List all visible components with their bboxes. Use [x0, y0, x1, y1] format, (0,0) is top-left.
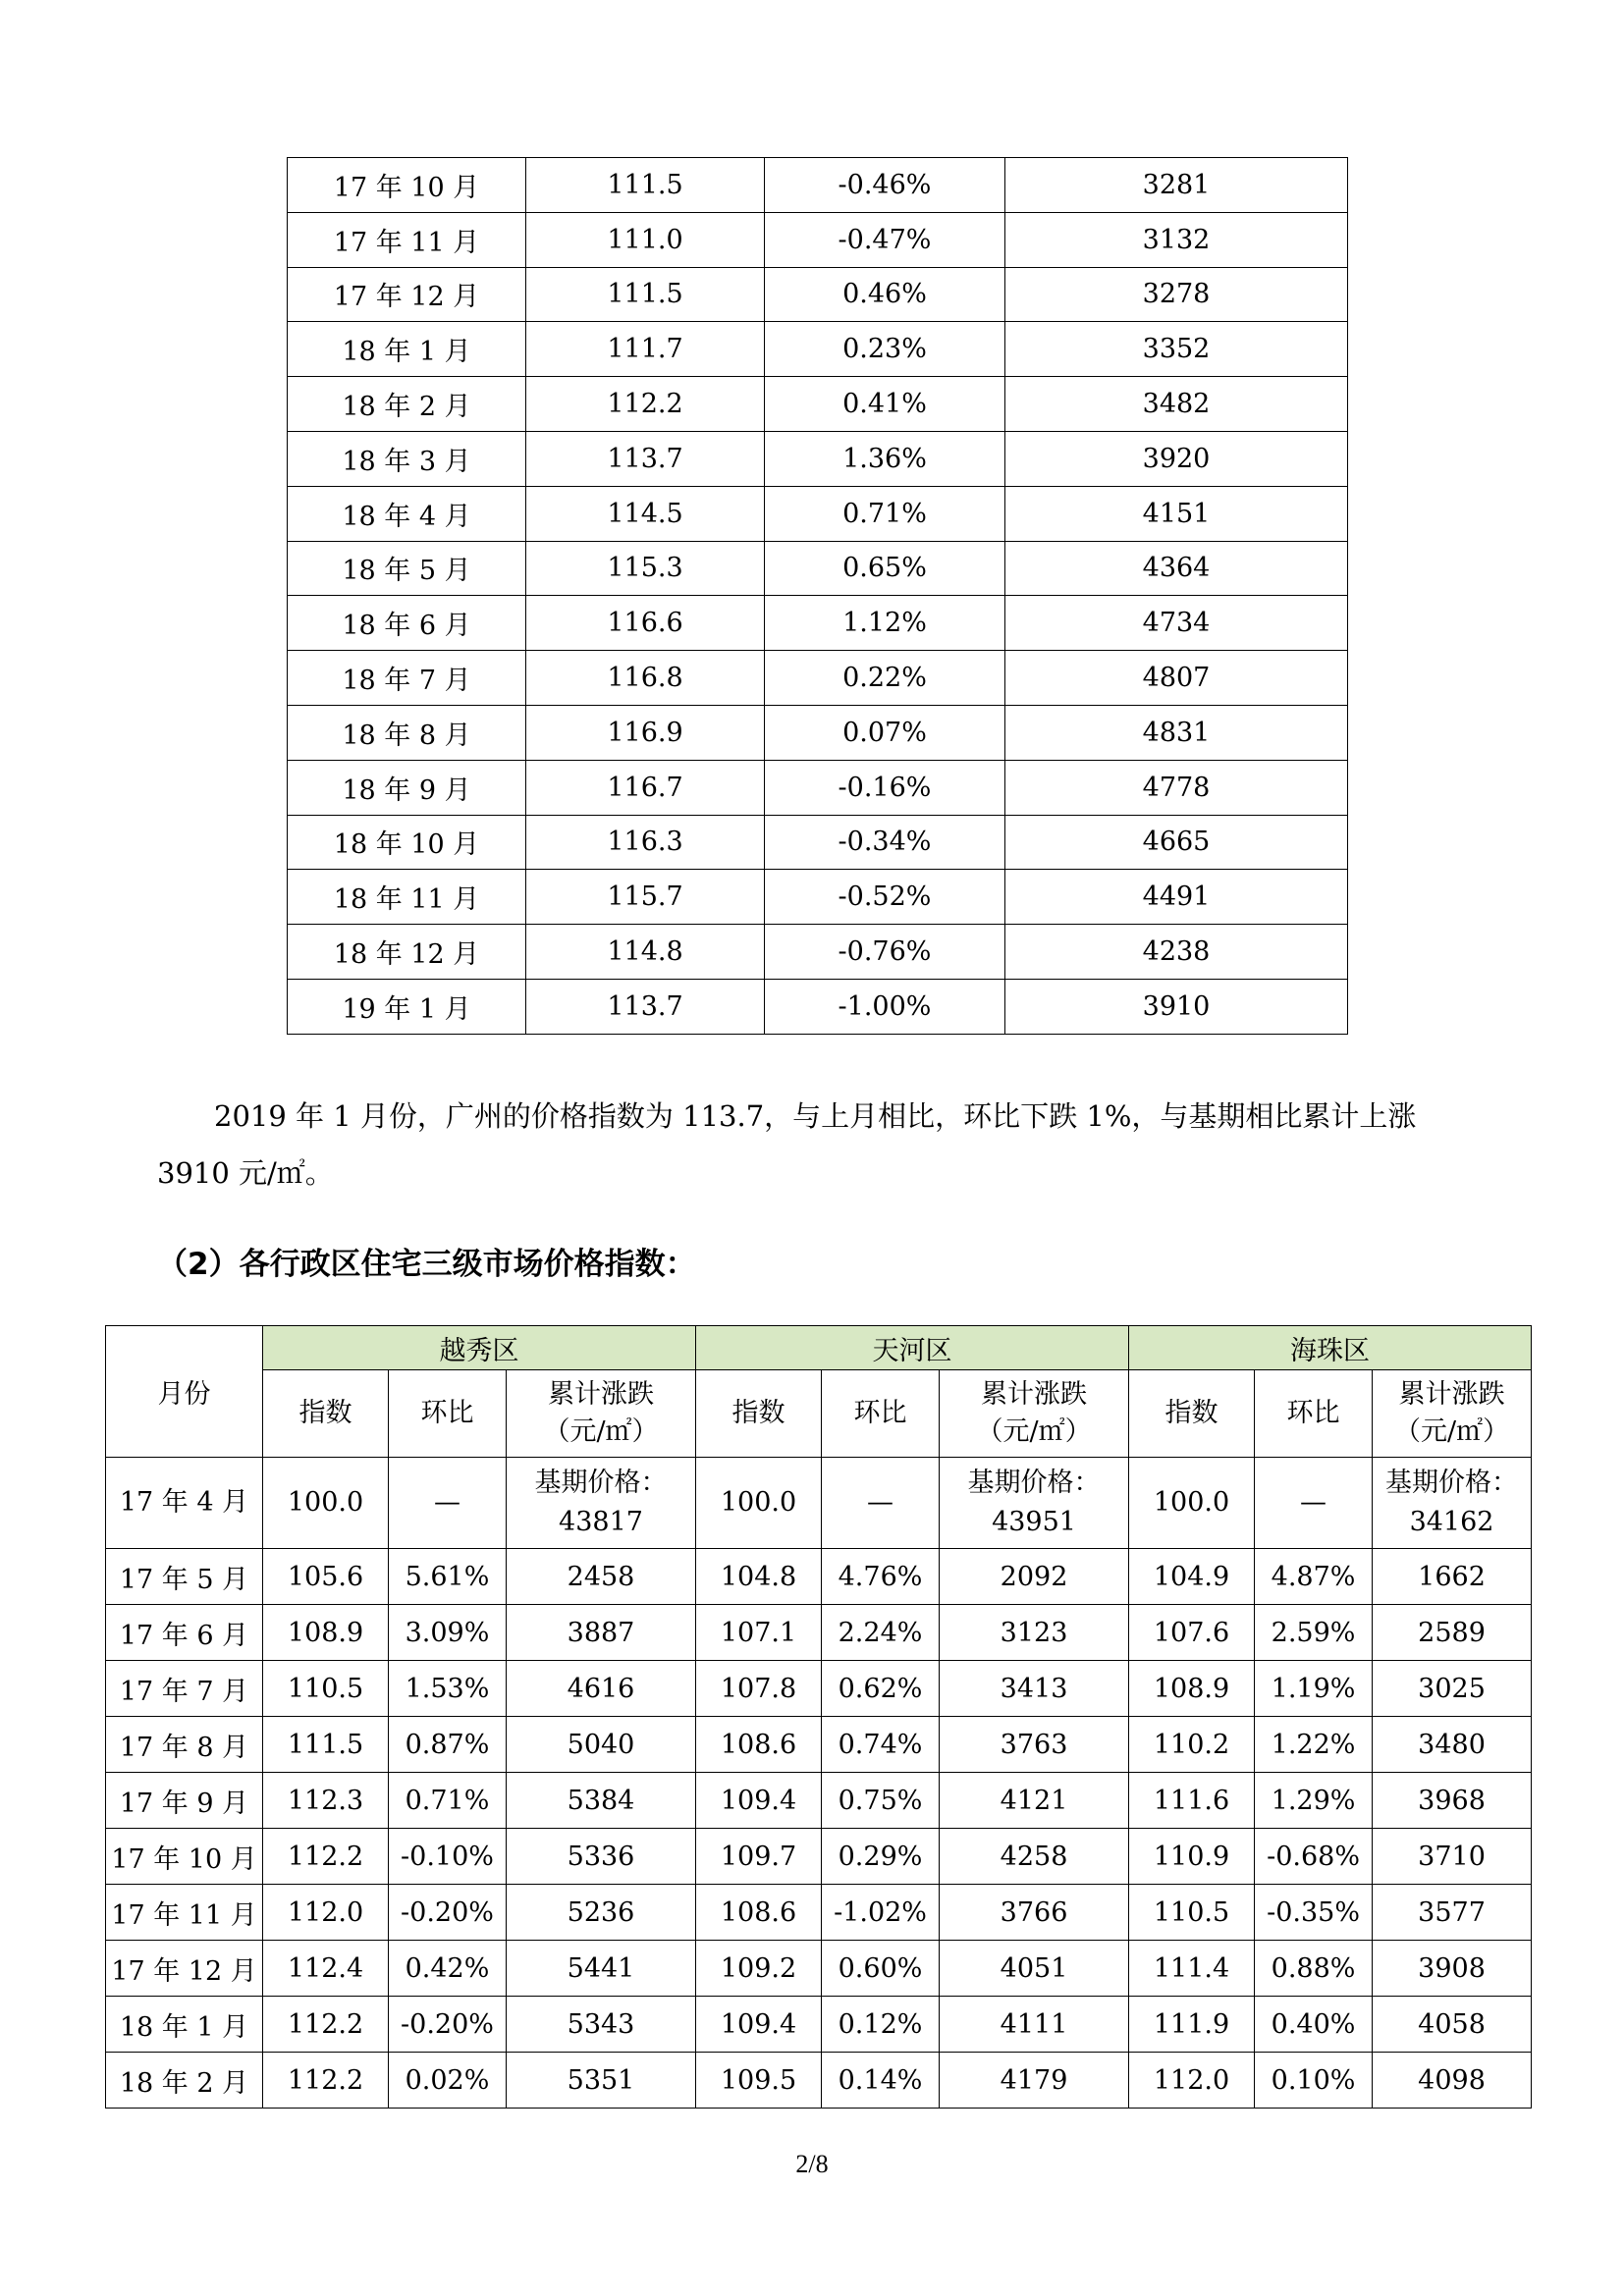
mom-change-cell: 0.71% [389, 1773, 507, 1829]
index-cell: 112.2 [263, 1997, 389, 2053]
table-row [288, 815, 1348, 870]
mom-change-cell: 0.02% [389, 2053, 507, 2109]
index-cell: 111.5 [526, 158, 765, 213]
table-row [106, 1661, 1532, 1717]
base-price-label: 基期价格： [534, 1468, 668, 1498]
index-cell: 110.5 [263, 1661, 389, 1717]
month-cell: 18 年 2 月 [106, 2053, 263, 2109]
index-cell: 116.6 [526, 596, 765, 651]
index-cell: 113.7 [526, 979, 765, 1034]
cumulative-change-cell: 3766 [940, 1885, 1129, 1941]
index-cell: 116.8 [526, 651, 765, 706]
mom-change-cell: 4.76% [822, 1549, 940, 1605]
index-cell: 116.9 [526, 705, 765, 760]
index-cell: 111.5 [263, 1717, 389, 1773]
cumulative-change-cell: 2589 [1373, 1605, 1532, 1661]
index-cell: 112.0 [263, 1885, 389, 1941]
cumulative-change-cell: 4491 [1005, 870, 1348, 925]
mom-change-cell: 0.46% [765, 267, 1005, 322]
cumulative-change-cell: 4179 [940, 2053, 1129, 2109]
table-row [288, 486, 1348, 541]
table-row [288, 322, 1348, 377]
mom-change-cell: -0.46% [765, 158, 1005, 213]
base-price-label: 基期价格： [1385, 1468, 1519, 1498]
mom-change-cell: -1.02% [822, 1885, 940, 1941]
base-mom: — [389, 1458, 507, 1549]
cumulative-change-cell: 4098 [1373, 2053, 1532, 2109]
mom-change-cell: 0.41% [765, 377, 1005, 432]
sub-header-row [106, 1370, 1532, 1458]
price-index-table-body [288, 158, 1348, 1035]
cumulative-line1: 累计涨跌 [548, 1379, 654, 1410]
base-mom: — [822, 1458, 940, 1549]
cumulative-change-cell: 3025 [1373, 1661, 1532, 1717]
index-cell: 109.2 [696, 1941, 822, 1997]
cumulative-change-cell: 3763 [940, 1717, 1129, 1773]
index-cell: 111.5 [526, 267, 765, 322]
index-cell: 110.9 [1129, 1829, 1255, 1885]
cumulative-line1: 累计涨跌 [1398, 1379, 1505, 1410]
table-row [106, 1885, 1532, 1941]
month-cell: 19 年 1 月 [288, 979, 526, 1034]
cumulative-change-cell: 4258 [940, 1829, 1129, 1885]
month-cell: 18 年 5 月 [288, 541, 526, 596]
month-cell: 18 年 6 月 [288, 596, 526, 651]
cumulative-change-cell: 3123 [940, 1605, 1129, 1661]
mom-change-cell: -0.10% [389, 1829, 507, 1885]
month-cell: 18 年 2 月 [288, 377, 526, 432]
mom-change-cell: 0.07% [765, 705, 1005, 760]
cumulative-change-cell: 4831 [1005, 705, 1348, 760]
cumulative-change-cell: 4238 [1005, 925, 1348, 980]
table-row [288, 705, 1348, 760]
cumulative-change-cell: 4734 [1005, 596, 1348, 651]
district-tianhe: 天河区 [696, 1326, 1129, 1370]
sub-header-mom: 环比 [1255, 1370, 1373, 1458]
cumulative-change-cell: 3413 [940, 1661, 1129, 1717]
month-cell: 18 年 1 月 [288, 322, 526, 377]
district-yuexiu: 越秀区 [263, 1326, 696, 1370]
table-row [106, 1997, 1532, 2053]
mom-change-cell: 0.87% [389, 1717, 507, 1773]
base-index: 100.0 [1129, 1458, 1255, 1549]
base-period-row [106, 1458, 1532, 1549]
mom-change-cell: 0.10% [1255, 2053, 1373, 2109]
month-cell: 17 年 10 月 [106, 1829, 263, 1885]
index-cell: 107.6 [1129, 1605, 1255, 1661]
table-row [288, 377, 1348, 432]
mom-change-cell: 2.59% [1255, 1605, 1373, 1661]
mom-change-cell: 3.09% [389, 1605, 507, 1661]
table-row [288, 212, 1348, 267]
mom-change-cell: 0.14% [822, 2053, 940, 2109]
cumulative-change-cell: 4058 [1373, 1997, 1532, 2053]
table-row [288, 651, 1348, 706]
cumulative-change-cell: 3278 [1005, 267, 1348, 322]
index-cell: 111.9 [1129, 1997, 1255, 2053]
cumulative-change-cell: 4121 [940, 1773, 1129, 1829]
mom-change-cell: -1.00% [765, 979, 1005, 1034]
table-row [106, 1773, 1532, 1829]
table-row [288, 158, 1348, 213]
index-cell: 108.9 [263, 1605, 389, 1661]
mom-change-cell: -0.34% [765, 815, 1005, 870]
mom-change-cell: 0.42% [389, 1941, 507, 1997]
index-cell: 110.2 [1129, 1717, 1255, 1773]
base-month: 17 年 4 月 [106, 1458, 263, 1549]
base-index: 100.0 [696, 1458, 822, 1549]
index-cell: 109.4 [696, 1773, 822, 1829]
cumulative-change-cell: 4807 [1005, 651, 1348, 706]
table-row [106, 1549, 1532, 1605]
table-row [106, 1605, 1532, 1661]
mom-change-cell: 0.62% [822, 1661, 940, 1717]
table-row [106, 2053, 1532, 2109]
month-cell: 18 年 1 月 [106, 1997, 263, 2053]
cumulative-change-cell: 5236 [507, 1885, 696, 1941]
index-cell: 108.9 [1129, 1661, 1255, 1717]
mom-change-cell: 1.29% [1255, 1773, 1373, 1829]
index-cell: 111.7 [526, 322, 765, 377]
table-row [288, 431, 1348, 486]
month-cell: 17 年 6 月 [106, 1605, 263, 1661]
price-index-table [287, 157, 1348, 1035]
index-cell: 115.7 [526, 870, 765, 925]
district-header-row [106, 1326, 1532, 1370]
base-price-label: 基期价格： [967, 1468, 1101, 1498]
month-cell: 17 年 12 月 [106, 1941, 263, 1997]
month-cell: 18 年 7 月 [288, 651, 526, 706]
mom-change-cell: 0.65% [765, 541, 1005, 596]
cumulative-change-cell: 3281 [1005, 158, 1348, 213]
mom-change-cell: 0.71% [765, 486, 1005, 541]
index-cell: 104.9 [1129, 1549, 1255, 1605]
cumulative-change-cell: 2458 [507, 1549, 696, 1605]
month-cell: 17 年 5 月 [106, 1549, 263, 1605]
cumulative-change-cell: 3710 [1373, 1829, 1532, 1885]
index-cell: 112.2 [263, 2053, 389, 2109]
month-cell: 17 年 11 月 [288, 212, 526, 267]
base-price [940, 1458, 1129, 1549]
index-cell: 110.5 [1129, 1885, 1255, 1941]
cumulative-change-cell: 5343 [507, 1997, 696, 2053]
mom-change-cell: 0.29% [822, 1829, 940, 1885]
cumulative-change-cell: 3910 [1005, 979, 1348, 1034]
mom-change-cell: 0.40% [1255, 1997, 1373, 2053]
base-price-value: 43951 [992, 1507, 1076, 1537]
district-index-table [105, 1325, 1532, 2109]
base-price [1373, 1458, 1532, 1549]
cumulative-change-cell: 3968 [1373, 1773, 1532, 1829]
month-cell: 17 年 12 月 [288, 267, 526, 322]
month-cell: 17 年 9 月 [106, 1773, 263, 1829]
index-cell: 111.6 [1129, 1773, 1255, 1829]
mom-change-cell: 1.19% [1255, 1661, 1373, 1717]
cumulative-change-cell: 5441 [507, 1941, 696, 1997]
mom-change-cell: 0.12% [822, 1997, 940, 2053]
section-heading: （2）各行政区住宅三级市场价格指数： [157, 1247, 696, 1282]
sub-header-index: 指数 [263, 1370, 389, 1458]
table-row [288, 870, 1348, 925]
cumulative-line2: （元/㎡） [976, 1416, 1092, 1447]
index-cell: 116.3 [526, 815, 765, 870]
sub-header-cumulative [507, 1370, 696, 1458]
table-row [106, 1829, 1532, 1885]
month-cell: 17 年 7 月 [106, 1661, 263, 1717]
month-header: 月份 [106, 1326, 263, 1458]
month-cell: 18 年 9 月 [288, 760, 526, 815]
index-cell: 107.1 [696, 1605, 822, 1661]
cumulative-line1: 累计涨跌 [981, 1379, 1088, 1410]
index-cell: 109.7 [696, 1829, 822, 1885]
mom-change-cell: 5.61% [389, 1549, 507, 1605]
month-cell: 17 年 8 月 [106, 1717, 263, 1773]
cumulative-change-cell: 3920 [1005, 431, 1348, 486]
table-row [288, 760, 1348, 815]
table-row [288, 925, 1348, 980]
cumulative-change-cell: 4051 [940, 1941, 1129, 1997]
sub-header-cumulative [940, 1370, 1129, 1458]
index-cell: 111.4 [1129, 1941, 1255, 1997]
cumulative-change-cell: 4665 [1005, 815, 1348, 870]
mom-change-cell: 1.12% [765, 596, 1005, 651]
index-cell: 114.8 [526, 925, 765, 980]
table-row [288, 979, 1348, 1034]
cumulative-change-cell: 4151 [1005, 486, 1348, 541]
index-cell: 115.3 [526, 541, 765, 596]
mom-change-cell: 1.36% [765, 431, 1005, 486]
table-row [288, 541, 1348, 596]
page-number: 2/8 [795, 2150, 829, 2178]
cumulative-change-cell: 5040 [507, 1717, 696, 1773]
index-cell: 112.0 [1129, 2053, 1255, 2109]
cumulative-line2: （元/㎡） [543, 1416, 659, 1447]
cumulative-change-cell: 4616 [507, 1661, 696, 1717]
table-row [106, 1717, 1532, 1773]
cumulative-change-cell: 4111 [940, 1997, 1129, 2053]
mom-change-cell: 0.75% [822, 1773, 940, 1829]
index-cell: 112.2 [526, 377, 765, 432]
index-cell: 108.6 [696, 1717, 822, 1773]
index-cell: 111.0 [526, 212, 765, 267]
mom-change-cell: -0.20% [389, 1997, 507, 2053]
index-cell: 116.7 [526, 760, 765, 815]
sub-header-mom: 环比 [389, 1370, 507, 1458]
month-cell: 18 年 3 月 [288, 431, 526, 486]
summary-paragraph: 2019 年 1 月份，广州的价格指数为 113.7，与上月相比，环比下跌 1%，与基期相比累计上涨 3910 元/㎡。 [157, 1099, 1417, 1190]
mom-change-cell: 1.22% [1255, 1717, 1373, 1773]
month-cell: 18 年 4 月 [288, 486, 526, 541]
base-index: 100.0 [263, 1458, 389, 1549]
index-cell: 104.8 [696, 1549, 822, 1605]
cumulative-change-cell: 5351 [507, 2053, 696, 2109]
index-cell: 112.4 [263, 1941, 389, 1997]
index-cell: 109.5 [696, 2053, 822, 2109]
mom-change-cell: 0.23% [765, 322, 1005, 377]
month-cell: 17 年 10 月 [288, 158, 526, 213]
index-cell: 105.6 [263, 1549, 389, 1605]
cumulative-change-cell: 5336 [507, 1829, 696, 1885]
cumulative-change-cell: 3887 [507, 1605, 696, 1661]
index-cell: 108.6 [696, 1885, 822, 1941]
mom-change-cell: 2.24% [822, 1605, 940, 1661]
cumulative-change-cell: 3132 [1005, 212, 1348, 267]
index-cell: 107.8 [696, 1661, 822, 1717]
cumulative-change-cell: 3480 [1373, 1717, 1532, 1773]
table-row [288, 596, 1348, 651]
mom-change-cell: -0.47% [765, 212, 1005, 267]
base-price-value: 43817 [559, 1507, 643, 1537]
month-cell: 18 年 10 月 [288, 815, 526, 870]
mom-change-cell: 0.60% [822, 1941, 940, 1997]
mom-change-cell: 0.88% [1255, 1941, 1373, 1997]
mom-change-cell: -0.35% [1255, 1885, 1373, 1941]
month-cell: 18 年 8 月 [288, 705, 526, 760]
cumulative-change-cell: 3908 [1373, 1941, 1532, 1997]
cumulative-line2: （元/㎡） [1393, 1416, 1510, 1447]
district-haizhu: 海珠区 [1129, 1326, 1532, 1370]
mom-change-cell: -0.52% [765, 870, 1005, 925]
month-cell: 18 年 12 月 [288, 925, 526, 980]
cumulative-change-cell: 4364 [1005, 541, 1348, 596]
index-cell: 113.7 [526, 431, 765, 486]
mom-change-cell: -0.68% [1255, 1829, 1373, 1885]
cumulative-change-cell: 3482 [1005, 377, 1348, 432]
sub-header-cumulative [1373, 1370, 1532, 1458]
month-cell: 18 年 11 月 [288, 870, 526, 925]
index-cell: 112.2 [263, 1829, 389, 1885]
index-cell: 109.4 [696, 1997, 822, 2053]
sub-header-index: 指数 [1129, 1370, 1255, 1458]
base-price [507, 1458, 696, 1549]
cumulative-change-cell: 3577 [1373, 1885, 1532, 1941]
mom-change-cell: 0.74% [822, 1717, 940, 1773]
index-cell: 114.5 [526, 486, 765, 541]
sub-header-mom: 环比 [822, 1370, 940, 1458]
month-cell: 17 年 11 月 [106, 1885, 263, 1941]
mom-change-cell: 0.22% [765, 651, 1005, 706]
base-price-value: 34162 [1409, 1507, 1494, 1537]
cumulative-change-cell: 2092 [940, 1549, 1129, 1605]
table-row [106, 1941, 1532, 1997]
cumulative-change-cell: 5384 [507, 1773, 696, 1829]
base-mom: — [1255, 1458, 1373, 1549]
district-index-table-body [106, 1326, 1532, 2109]
cumulative-change-cell: 4778 [1005, 760, 1348, 815]
mom-change-cell: -0.16% [765, 760, 1005, 815]
sub-header-index: 指数 [696, 1370, 822, 1458]
mom-change-cell: 4.87% [1255, 1549, 1373, 1605]
mom-change-cell: -0.76% [765, 925, 1005, 980]
mom-change-cell: -0.20% [389, 1885, 507, 1941]
cumulative-change-cell: 3352 [1005, 322, 1348, 377]
table-row [288, 267, 1348, 322]
index-cell: 112.3 [263, 1773, 389, 1829]
mom-change-cell: 1.53% [389, 1661, 507, 1717]
cumulative-change-cell: 1662 [1373, 1549, 1532, 1605]
